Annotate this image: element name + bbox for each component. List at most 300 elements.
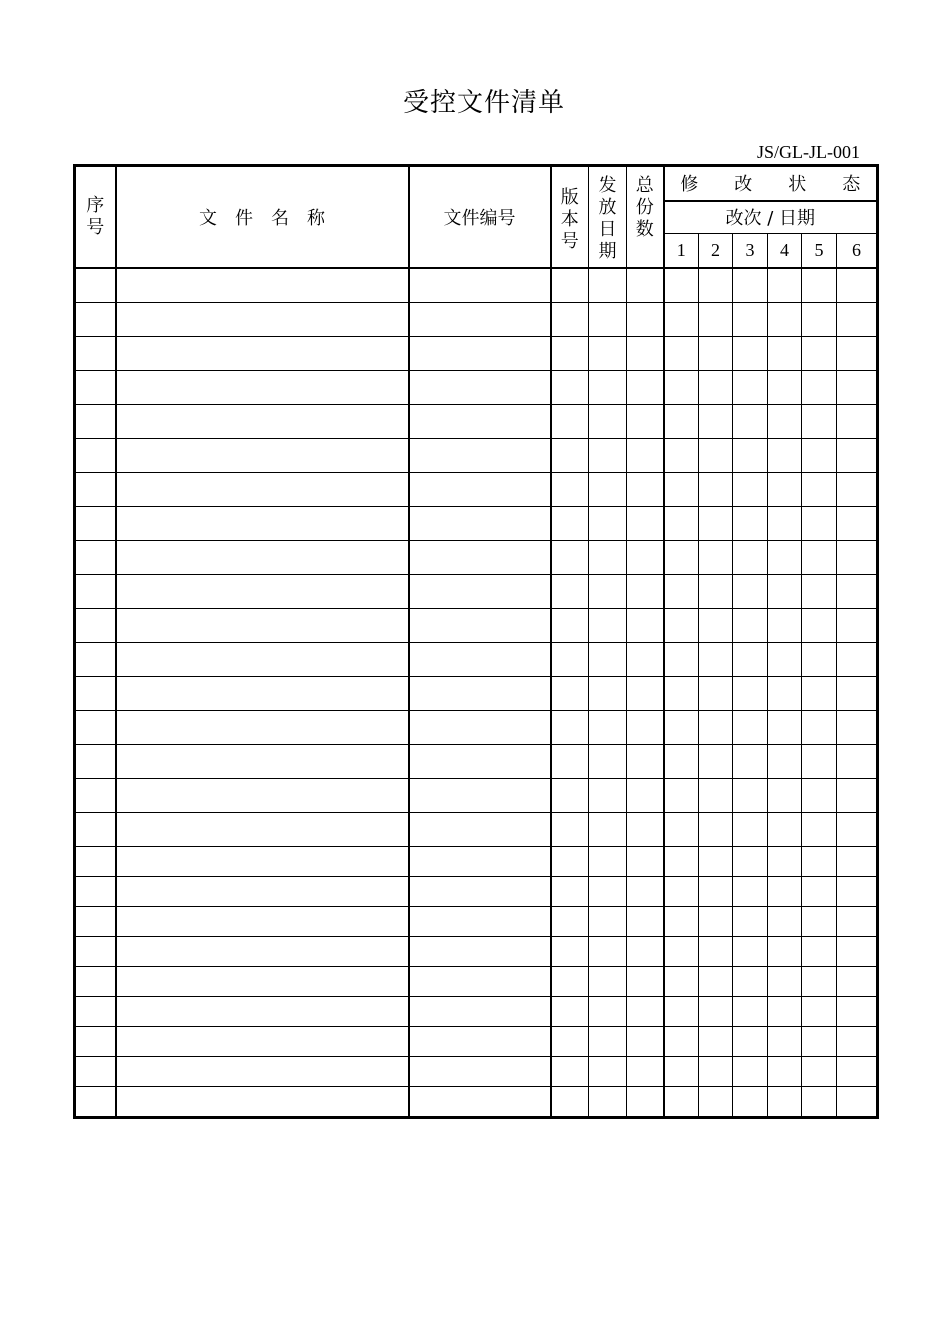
- header-revision-status-label: 修 改 状 态: [680, 174, 861, 196]
- header-revision-5: 5: [802, 234, 837, 268]
- cell-rev-1: [664, 302, 699, 336]
- cell-rev-6: [837, 472, 878, 506]
- cell-rev-3: [733, 966, 768, 996]
- cell-total-copies: [627, 574, 664, 608]
- cell-seq: [75, 1026, 116, 1056]
- cell-document-name: [116, 336, 409, 370]
- cell-rev-4: [768, 710, 802, 744]
- header-revision-sub-label: 改次 / 日期: [725, 208, 816, 230]
- cell-rev-1: [664, 778, 699, 812]
- cell-total-copies: [627, 744, 664, 778]
- cell-version: [551, 710, 589, 744]
- table-row: [75, 1086, 878, 1117]
- cell-issue-date: [589, 1026, 627, 1056]
- cell-rev-1: [664, 966, 699, 996]
- cell-issue-date: [589, 676, 627, 710]
- cell-seq: [75, 506, 116, 540]
- cell-rev-6: [837, 876, 878, 906]
- cell-issue-date: [589, 710, 627, 744]
- cell-rev-4: [768, 1056, 802, 1086]
- cell-rev-3: [733, 336, 768, 370]
- cell-rev-1: [664, 906, 699, 936]
- header-document-code: [409, 166, 551, 268]
- cell-issue-date: [589, 744, 627, 778]
- cell-rev-5: [802, 676, 837, 710]
- cell-rev-2: [699, 642, 733, 676]
- cell-document-code: [409, 404, 551, 438]
- cell-seq: [75, 336, 116, 370]
- cell-rev-5: [802, 506, 837, 540]
- cell-document-name: [116, 370, 409, 404]
- cell-rev-4: [768, 676, 802, 710]
- cell-total-copies: [627, 370, 664, 404]
- cell-issue-date: [589, 302, 627, 336]
- cell-rev-2: [699, 268, 733, 303]
- cell-seq: [75, 574, 116, 608]
- cell-rev-5: [802, 1056, 837, 1086]
- cell-rev-3: [733, 472, 768, 506]
- cell-rev-2: [699, 812, 733, 846]
- cell-version: [551, 404, 589, 438]
- header-total-copies-label: 总 份 数: [635, 175, 654, 240]
- cell-total-copies: [627, 608, 664, 642]
- cell-rev-2: [699, 608, 733, 642]
- cell-document-code: [409, 936, 551, 966]
- table-row: [75, 710, 878, 744]
- cell-seq: [75, 676, 116, 710]
- cell-rev-1: [664, 642, 699, 676]
- cell-rev-3: [733, 642, 768, 676]
- cell-rev-3: [733, 876, 768, 906]
- cell-rev-6: [837, 574, 878, 608]
- cell-issue-date: [589, 268, 627, 303]
- cell-document-name: [116, 268, 409, 303]
- cell-version: [551, 370, 589, 404]
- cell-document-name: [116, 302, 409, 336]
- cell-seq: [75, 778, 116, 812]
- cell-issue-date: [589, 1086, 627, 1117]
- cell-issue-date: [589, 906, 627, 936]
- header-revision-6: 6: [837, 234, 878, 268]
- cell-rev-5: [802, 936, 837, 966]
- cell-document-name: [116, 876, 409, 906]
- cell-document-name: [116, 506, 409, 540]
- controlled-documents-table: [73, 164, 879, 1119]
- cell-rev-2: [699, 744, 733, 778]
- cell-total-copies: [627, 1026, 664, 1056]
- cell-rev-1: [664, 876, 699, 906]
- cell-rev-6: [837, 302, 878, 336]
- cell-rev-4: [768, 608, 802, 642]
- cell-rev-3: [733, 608, 768, 642]
- cell-rev-5: [802, 336, 837, 370]
- cell-rev-6: [837, 996, 878, 1026]
- cell-seq: [75, 812, 116, 846]
- cell-rev-4: [768, 404, 802, 438]
- cell-version: [551, 438, 589, 472]
- table-row: [75, 608, 878, 642]
- header-revision-sub: [664, 201, 878, 234]
- table-row: [75, 966, 878, 996]
- cell-rev-5: [802, 404, 837, 438]
- cell-total-copies: [627, 268, 664, 303]
- table-row: [75, 876, 878, 906]
- cell-rev-5: [802, 472, 837, 506]
- cell-version: [551, 506, 589, 540]
- cell-rev-4: [768, 540, 802, 574]
- header-revision-3: 3: [733, 234, 768, 268]
- cell-seq: [75, 846, 116, 876]
- cell-version: [551, 812, 589, 846]
- cell-version: [551, 996, 589, 1026]
- cell-issue-date: [589, 472, 627, 506]
- cell-document-code: [409, 574, 551, 608]
- cell-rev-1: [664, 676, 699, 710]
- cell-rev-4: [768, 996, 802, 1026]
- cell-rev-3: [733, 710, 768, 744]
- cell-document-code: [409, 506, 551, 540]
- cell-rev-6: [837, 936, 878, 966]
- cell-issue-date: [589, 642, 627, 676]
- cell-document-code: [409, 1086, 551, 1117]
- cell-rev-3: [733, 1056, 768, 1086]
- cell-rev-6: [837, 608, 878, 642]
- cell-rev-5: [802, 744, 837, 778]
- cell-document-name: [116, 936, 409, 966]
- cell-seq: [75, 540, 116, 574]
- cell-rev-3: [733, 846, 768, 876]
- cell-rev-6: [837, 966, 878, 996]
- cell-seq: [75, 936, 116, 966]
- cell-rev-3: [733, 812, 768, 846]
- cell-total-copies: [627, 778, 664, 812]
- cell-rev-6: [837, 676, 878, 710]
- cell-version: [551, 906, 589, 936]
- cell-document-name: [116, 608, 409, 642]
- cell-issue-date: [589, 370, 627, 404]
- cell-total-copies: [627, 472, 664, 506]
- cell-version: [551, 336, 589, 370]
- cell-rev-6: [837, 778, 878, 812]
- cell-rev-6: [837, 336, 878, 370]
- cell-rev-6: [837, 1056, 878, 1086]
- cell-issue-date: [589, 540, 627, 574]
- table-row: [75, 336, 878, 370]
- cell-total-copies: [627, 812, 664, 846]
- cell-total-copies: [627, 966, 664, 996]
- cell-version: [551, 876, 589, 906]
- cell-total-copies: [627, 540, 664, 574]
- cell-rev-6: [837, 506, 878, 540]
- cell-rev-3: [733, 996, 768, 1026]
- cell-rev-2: [699, 876, 733, 906]
- header-document-name: [116, 166, 409, 268]
- cell-rev-4: [768, 506, 802, 540]
- cell-rev-2: [699, 574, 733, 608]
- cell-rev-1: [664, 812, 699, 846]
- cell-rev-2: [699, 506, 733, 540]
- cell-rev-2: [699, 302, 733, 336]
- cell-seq: [75, 966, 116, 996]
- cell-rev-3: [733, 506, 768, 540]
- table-row: [75, 574, 878, 608]
- cell-rev-4: [768, 936, 802, 966]
- cell-issue-date: [589, 996, 627, 1026]
- cell-document-name: [116, 1026, 409, 1056]
- cell-rev-1: [664, 404, 699, 438]
- cell-rev-6: [837, 906, 878, 936]
- cell-total-copies: [627, 996, 664, 1026]
- cell-seq: [75, 472, 116, 506]
- cell-total-copies: [627, 1086, 664, 1117]
- table-row: [75, 370, 878, 404]
- cell-seq: [75, 1056, 116, 1086]
- cell-rev-1: [664, 996, 699, 1026]
- cell-document-code: [409, 1056, 551, 1086]
- cell-issue-date: [589, 1056, 627, 1086]
- table-row: [75, 846, 878, 876]
- cell-rev-1: [664, 540, 699, 574]
- table-row: [75, 1026, 878, 1056]
- cell-version: [551, 608, 589, 642]
- cell-rev-1: [664, 1086, 699, 1117]
- cell-rev-6: [837, 710, 878, 744]
- cell-rev-5: [802, 1086, 837, 1117]
- table-row: [75, 438, 878, 472]
- cell-total-copies: [627, 876, 664, 906]
- cell-document-name: [116, 846, 409, 876]
- table-row: [75, 812, 878, 846]
- cell-total-copies: [627, 438, 664, 472]
- page-title: 受控文件清单: [402, 88, 565, 118]
- cell-rev-5: [802, 370, 837, 404]
- cell-rev-2: [699, 996, 733, 1026]
- cell-document-code: [409, 710, 551, 744]
- cell-rev-4: [768, 268, 802, 303]
- cell-total-copies: [627, 676, 664, 710]
- cell-rev-6: [837, 744, 878, 778]
- cell-rev-1: [664, 438, 699, 472]
- cell-version: [551, 472, 589, 506]
- cell-issue-date: [589, 404, 627, 438]
- header-revision-2: 2: [699, 234, 733, 268]
- cell-rev-4: [768, 846, 802, 876]
- cell-rev-2: [699, 370, 733, 404]
- cell-version: [551, 676, 589, 710]
- cell-document-name: [116, 1056, 409, 1086]
- cell-seq: [75, 744, 116, 778]
- cell-rev-4: [768, 642, 802, 676]
- cell-total-copies: [627, 506, 664, 540]
- cell-document-name: [116, 906, 409, 936]
- cell-version: [551, 540, 589, 574]
- cell-document-code: [409, 996, 551, 1026]
- cell-rev-6: [837, 438, 878, 472]
- cell-rev-2: [699, 936, 733, 966]
- cell-rev-5: [802, 996, 837, 1026]
- table-row: [75, 1056, 878, 1086]
- header-revision-1: 1: [664, 234, 699, 268]
- cell-rev-3: [733, 1086, 768, 1117]
- cell-document-code: [409, 906, 551, 936]
- cell-rev-1: [664, 574, 699, 608]
- cell-total-copies: [627, 846, 664, 876]
- cell-rev-6: [837, 846, 878, 876]
- cell-seq: [75, 876, 116, 906]
- cell-issue-date: [589, 574, 627, 608]
- cell-rev-5: [802, 302, 837, 336]
- cell-document-code: [409, 370, 551, 404]
- cell-rev-2: [699, 540, 733, 574]
- cell-rev-4: [768, 472, 802, 506]
- cell-issue-date: [589, 936, 627, 966]
- cell-document-code: [409, 676, 551, 710]
- table-row: [75, 744, 878, 778]
- cell-seq: [75, 642, 116, 676]
- cell-rev-6: [837, 1086, 878, 1117]
- cell-document-name: [116, 404, 409, 438]
- cell-version: [551, 1026, 589, 1056]
- cell-document-name: [116, 540, 409, 574]
- cell-rev-5: [802, 438, 837, 472]
- cell-document-code: [409, 268, 551, 303]
- cell-document-code: [409, 1026, 551, 1056]
- cell-document-name: [116, 574, 409, 608]
- cell-document-code: [409, 744, 551, 778]
- cell-total-copies: [627, 302, 664, 336]
- cell-rev-2: [699, 778, 733, 812]
- cell-rev-2: [699, 846, 733, 876]
- table-row: [75, 996, 878, 1026]
- cell-rev-1: [664, 472, 699, 506]
- cell-issue-date: [589, 846, 627, 876]
- cell-document-name: [116, 778, 409, 812]
- cell-rev-1: [664, 506, 699, 540]
- cell-rev-1: [664, 336, 699, 370]
- table-row: [75, 472, 878, 506]
- cell-rev-3: [733, 744, 768, 778]
- cell-rev-3: [733, 906, 768, 936]
- cell-rev-4: [768, 906, 802, 936]
- cell-rev-2: [699, 404, 733, 438]
- cell-version: [551, 1056, 589, 1086]
- cell-rev-2: [699, 906, 733, 936]
- cell-rev-6: [837, 404, 878, 438]
- cell-rev-2: [699, 472, 733, 506]
- header-seq-label: 序 号: [86, 194, 105, 238]
- cell-seq: [75, 268, 116, 303]
- cell-issue-date: [589, 506, 627, 540]
- cell-total-copies: [627, 936, 664, 966]
- cell-seq: [75, 608, 116, 642]
- cell-rev-1: [664, 370, 699, 404]
- cell-document-name: [116, 812, 409, 846]
- cell-rev-2: [699, 1086, 733, 1117]
- cell-rev-2: [699, 966, 733, 996]
- cell-document-code: [409, 812, 551, 846]
- cell-rev-6: [837, 268, 878, 303]
- cell-rev-3: [733, 370, 768, 404]
- table-row: [75, 268, 878, 303]
- cell-total-copies: [627, 404, 664, 438]
- cell-rev-1: [664, 936, 699, 966]
- cell-rev-1: [664, 744, 699, 778]
- cell-rev-2: [699, 1026, 733, 1056]
- cell-seq: [75, 996, 116, 1026]
- cell-rev-1: [664, 1026, 699, 1056]
- cell-rev-6: [837, 642, 878, 676]
- cell-rev-5: [802, 710, 837, 744]
- header-version: [551, 166, 589, 268]
- cell-rev-2: [699, 710, 733, 744]
- cell-issue-date: [589, 876, 627, 906]
- cell-issue-date: [589, 336, 627, 370]
- table-row: [75, 404, 878, 438]
- cell-rev-3: [733, 1026, 768, 1056]
- cell-rev-3: [733, 268, 768, 303]
- header-version-label: 版 本 号: [560, 187, 579, 252]
- cell-rev-4: [768, 812, 802, 846]
- cell-document-code: [409, 966, 551, 996]
- cell-document-code: [409, 876, 551, 906]
- table-body: [75, 268, 878, 1118]
- cell-rev-4: [768, 438, 802, 472]
- header-document-name-label: 文 件 名 称: [199, 207, 325, 229]
- cell-seq: [75, 404, 116, 438]
- cell-rev-4: [768, 370, 802, 404]
- cell-rev-2: [699, 438, 733, 472]
- cell-rev-1: [664, 710, 699, 744]
- cell-rev-5: [802, 574, 837, 608]
- cell-total-copies: [627, 336, 664, 370]
- cell-rev-3: [733, 574, 768, 608]
- cell-version: [551, 574, 589, 608]
- table-row: [75, 642, 878, 676]
- header-issue-date-label: 发 放 日 期: [598, 175, 617, 262]
- header-revision-status: [664, 166, 878, 201]
- table-row: [75, 906, 878, 936]
- table-row: [75, 540, 878, 574]
- cell-rev-4: [768, 336, 802, 370]
- cell-document-name: [116, 744, 409, 778]
- cell-rev-3: [733, 438, 768, 472]
- cell-rev-1: [664, 268, 699, 303]
- cell-rev-5: [802, 846, 837, 876]
- header-revision-4: 4: [768, 234, 802, 268]
- header-seq: [75, 166, 116, 268]
- cell-total-copies: [627, 1056, 664, 1086]
- cell-rev-6: [837, 540, 878, 574]
- cell-rev-3: [733, 778, 768, 812]
- cell-document-code: [409, 608, 551, 642]
- cell-document-code: [409, 778, 551, 812]
- cell-rev-4: [768, 876, 802, 906]
- cell-rev-5: [802, 906, 837, 936]
- cell-rev-1: [664, 1056, 699, 1086]
- cell-rev-6: [837, 1026, 878, 1056]
- cell-version: [551, 846, 589, 876]
- cell-rev-5: [802, 812, 837, 846]
- cell-rev-5: [802, 778, 837, 812]
- cell-rev-4: [768, 574, 802, 608]
- cell-total-copies: [627, 710, 664, 744]
- cell-version: [551, 966, 589, 996]
- cell-version: [551, 778, 589, 812]
- cell-rev-2: [699, 1056, 733, 1086]
- cell-seq: [75, 370, 116, 404]
- cell-rev-5: [802, 268, 837, 303]
- cell-rev-4: [768, 744, 802, 778]
